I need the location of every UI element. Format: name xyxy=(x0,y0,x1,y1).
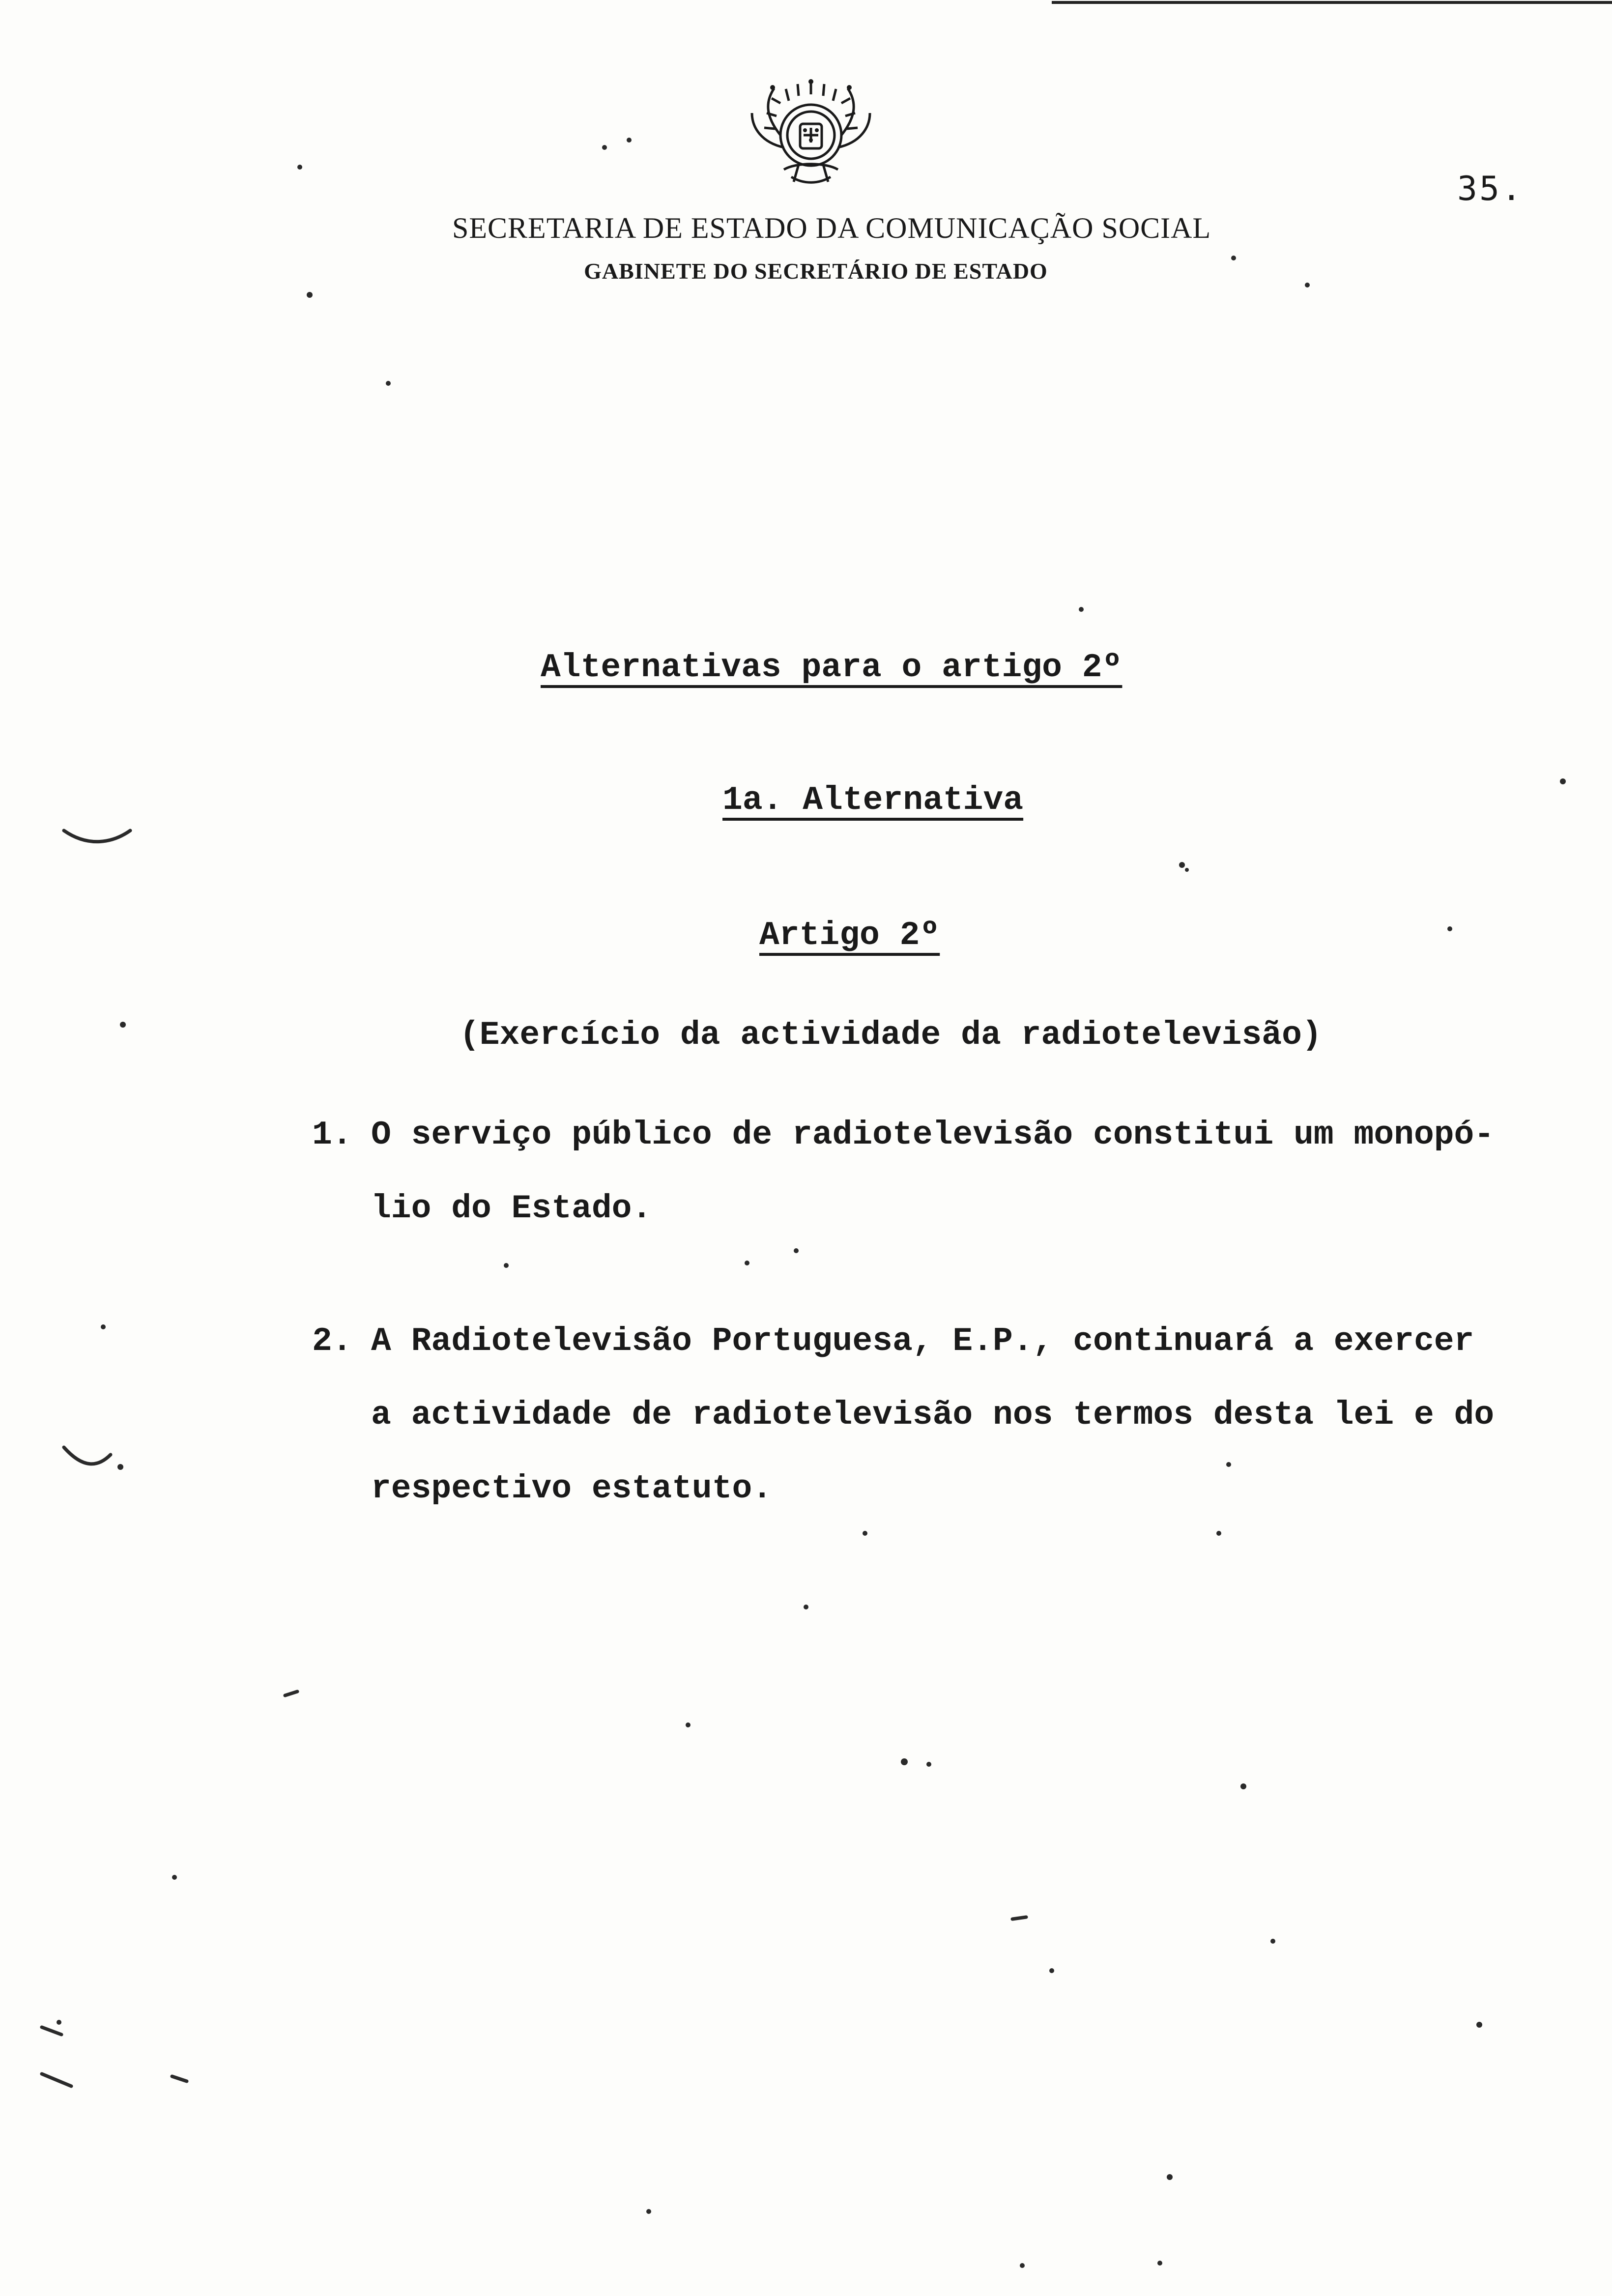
letterhead-subtitle: GABINETE DO SECRETÁRIO DE ESTADO xyxy=(584,258,1048,284)
article-subject: (Exercício da actividade da radiotelevisão) xyxy=(460,1016,1322,1054)
main-heading: Alternativas para o artigo 2º xyxy=(541,649,1123,687)
list-item-number: 1. xyxy=(312,1116,352,1154)
list-item-line xyxy=(312,1378,1494,1452)
list-item-number: 2. xyxy=(312,1322,352,1360)
list-item-text: O serviço público de radiotelevisão constitui um monopó- xyxy=(371,1116,1495,1154)
list-item-text: lio do Estado. xyxy=(371,1190,652,1228)
list-item-line xyxy=(312,1172,1494,1246)
list-item-line xyxy=(312,1305,1494,1378)
letterhead-title: SECRETARIA DE ESTADO DA COMUNICAÇÃO SOCIAL xyxy=(452,212,1211,244)
list-item-line xyxy=(312,1098,1494,1172)
list-item xyxy=(312,1098,1494,1246)
list-item-text: a actividade de radiotelevisão nos termos desta lei e do xyxy=(371,1396,1495,1434)
page-number: 35. xyxy=(1457,170,1524,208)
list-item-text: respectivo estatuto. xyxy=(371,1470,773,1508)
list-item-line xyxy=(312,1452,1494,1526)
list-item xyxy=(312,1305,1494,1526)
alternative-heading: 1a. Alternativa xyxy=(722,781,1024,819)
top-edge-rule xyxy=(1052,1,1612,4)
article-heading: Artigo 2º xyxy=(759,917,940,954)
list-item-text: A Radiotelevisão Portuguesa, E.P., continuará a exercer xyxy=(371,1322,1474,1360)
portuguese-coat-of-arms-icon xyxy=(737,79,885,197)
